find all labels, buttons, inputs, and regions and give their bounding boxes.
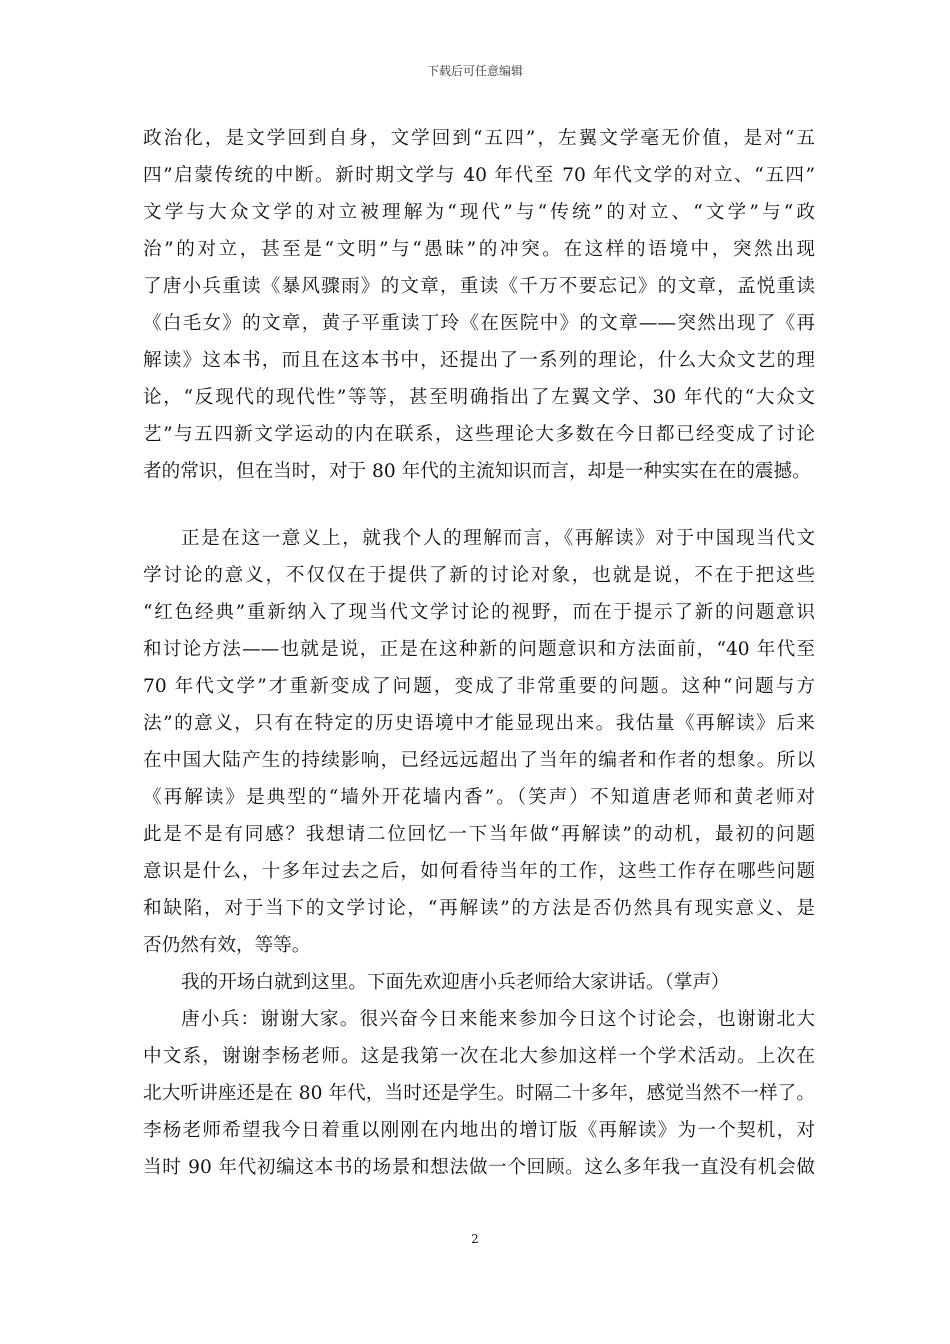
text-line: 我的开场白就到这里。下面先欢迎唐小兵老师给大家讲话。（掌声） xyxy=(181,972,730,993)
text-line: 李杨老师希望我今日着重以刚刚在内地出的增订版《再解读》为一个契机，对 xyxy=(143,1120,815,1141)
text-line: 四”启蒙传统的中断。新时期文学与 40 年代至 70 年代文学的对立、“五四” xyxy=(143,165,815,186)
text-line: 当时 90 年代初编这本书的场景和想法做一个回顾。这么多年我一直没有机会做 xyxy=(143,1157,815,1178)
text-line: 在中国大陆产生的持续影响，已经远远超出了当年的编者和作者的想象。所以 xyxy=(143,750,815,771)
paragraph-4 xyxy=(143,1001,815,1186)
text-line: 法”的意义，只有在特定的历史语境中才能显现出来。我估量《再解读》后来 xyxy=(143,713,815,734)
text-line: 否仍然有效，等等。 xyxy=(143,935,311,956)
text-line: 治”的对立，甚至是“文明”与“愚昧”的冲突。在这样的语境中，突然出现 xyxy=(143,239,815,260)
text-line: 和讨论方法——也就是说，正是在这种新的问题意识和方法面前，“40 年代至 xyxy=(143,639,815,660)
paragraph-1 xyxy=(143,120,815,490)
text-line: 学讨论的意义，不仅仅在于提供了新的讨论对象，也就是说，不在于把这些 xyxy=(143,565,815,586)
text-line: “红色经典”重新纳入了现当代文学讨论的视野，而在于提示了新的问题意识 xyxy=(143,602,815,623)
text-line: 政治化，是文学回到自身，文学回到“五四”，左翼文学毫无价值，是对“五 xyxy=(143,128,815,149)
text-line: 者的常识，但在当时，对于 80 年代的主流知识而言，却是一种实实在在的震撼。 xyxy=(143,461,811,482)
text-line: 《白毛女》的文章，黄子平重读丁玲《在医院中》的文章——突然出现了《再 xyxy=(143,313,815,334)
paragraph-gap xyxy=(143,490,815,520)
text-line: 北大听讲座还是在 80 年代，当时还是学生。时隔二十多年，感觉当然不一样了。 xyxy=(143,1083,815,1104)
text-line: 意识是什么，十多年过去之后，如何看待当年的工作，这些工作存在哪些问题 xyxy=(143,861,815,882)
text-line: 论，“反现代的现代性”等等，甚至明确指出了左翼文学、30 年代的“大众文 xyxy=(143,387,815,408)
text-line: 了唐小兵重读《暴风骤雨》的文章，重读《千万不要忘记》的文章，孟悦重读 xyxy=(143,276,815,297)
paragraph-2 xyxy=(143,520,815,964)
text-line: 《再解读》是典型的“墙外开花墙内香”。（笑声）不知道唐老师和黄老师对 xyxy=(143,787,815,808)
page-number: 2 xyxy=(471,1232,479,1246)
page-header: 下载后可任意编辑 xyxy=(426,64,523,78)
text-line: 和缺陷，对于当下的文学讨论，“再解读”的方法是否仍然具有现实意义、是 xyxy=(143,898,815,919)
document-body xyxy=(143,120,815,1186)
paragraph-3 xyxy=(143,964,815,1001)
text-line: 此是不是有同感？我想请二位回忆一下当年做“再解读”的动机，最初的问题 xyxy=(143,824,815,845)
text-line: 中文系，谢谢李杨老师。这是我第一次在北大参加这样一个学术活动。上次在 xyxy=(143,1046,815,1067)
text-line: 解读》这本书，而且在这本书中，还提出了一系列的理论，什么大众文艺的理 xyxy=(143,350,815,371)
text-line: 70 年代文学”才重新变成了问题，变成了非常重要的问题。这种“问题与方 xyxy=(143,676,815,697)
text-line: 艺”与五四新文学运动的内在联系，这些理论大多数在今日都已经变成了讨论 xyxy=(143,424,815,445)
text-line: 文学与大众文学的对立被理解为“现代”与“传统”的对立、“文学”与“政 xyxy=(143,202,815,223)
text-line: 正是在这一意义上，就我个人的理解而言，《再解读》对于中国现当代文 xyxy=(181,528,815,549)
text-line: 唐小兵：谢谢大家。很兴奋今日来能来参加今日这个讨论会，也谢谢北大 xyxy=(181,1009,815,1030)
